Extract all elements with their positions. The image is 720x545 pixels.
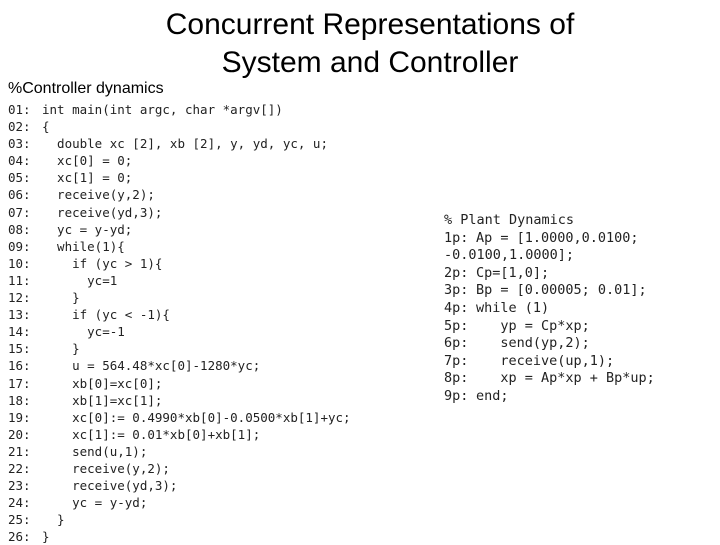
plant-code-line [444, 247, 655, 265]
line-number: 25: [8, 512, 31, 528]
controller-code-line [8, 306, 351, 323]
controller-code-line [8, 238, 351, 255]
controller-code-line [8, 221, 351, 238]
line-number: 13: [8, 307, 31, 323]
line-number: 22: [8, 460, 31, 476]
plant-code-block [444, 212, 655, 406]
line-number: 05: [8, 170, 31, 186]
line-number: 8p: [444, 370, 469, 387]
line-number: 11: [8, 272, 31, 288]
code-text: Bp = [0.00005; 0.01]; [476, 282, 647, 299]
code-text: receive(yd,3); [42, 478, 178, 494]
code-text: end; [476, 387, 509, 404]
line-number: 18: [8, 392, 31, 408]
controller-code-line [8, 443, 351, 460]
line-number: 17: [8, 375, 31, 391]
code-text: -0.0100,1.0000]; [444, 247, 575, 264]
code-text: send(u,1); [42, 443, 148, 459]
controller-code-line [8, 477, 351, 494]
line-number: 08: [8, 221, 31, 237]
plant-code-line [444, 230, 655, 248]
controller-code-line [8, 357, 351, 374]
controller-code-line [8, 511, 351, 528]
line-number: 10: [8, 255, 31, 271]
controller-code-line [8, 494, 351, 511]
code-text: xc[0] = 0; [42, 153, 133, 169]
code-text: { [42, 119, 50, 135]
controller-code-line [8, 255, 351, 272]
plant-code-line [444, 335, 655, 353]
code-text: while(1){ [42, 238, 125, 254]
code-text: } [42, 341, 80, 357]
code-text: if (yc < -1){ [42, 307, 170, 323]
controller-code-line [8, 118, 351, 135]
code-text: if (yc > 1){ [42, 255, 163, 271]
code-text: receive(yd,3); [42, 204, 163, 220]
code-text: send(yp,2); [476, 335, 590, 352]
controller-code-line [8, 528, 351, 545]
code-text: xb[1]=xc[1]; [42, 392, 163, 408]
controller-code-line [8, 409, 351, 426]
line-number: 04: [8, 153, 31, 169]
controller-code-line [8, 323, 351, 340]
code-text: int main(int argc, char *argv[]) [42, 102, 283, 117]
plant-code-line [444, 370, 655, 388]
line-number: 07: [8, 204, 31, 220]
code-text: xc[0]:= 0.4990*xb[0]-0.0500*xb[1]+yc; [42, 409, 351, 425]
plant-code-line [444, 282, 655, 300]
controller-code-line [8, 460, 351, 477]
controller-code-line [8, 426, 351, 443]
code-text: yp = Cp*xp; [476, 317, 590, 334]
code-text: xc[1] = 0; [42, 170, 133, 186]
line-number: 15: [8, 341, 31, 357]
controller-heading: %Controller dynamics [8, 80, 164, 97]
code-text: yc = y-yd; [42, 221, 133, 237]
code-text: yc=1 [42, 272, 118, 288]
line-number: 7p: [444, 352, 469, 369]
plant-code-line [444, 300, 655, 318]
line-number: 6p: [444, 335, 469, 352]
controller-code-line [8, 289, 351, 306]
code-text: } [42, 529, 50, 545]
code-text: Cp=[1,0]; [476, 264, 550, 281]
line-number: 14: [8, 324, 31, 340]
controller-code-line [8, 392, 351, 409]
controller-code-line [8, 340, 351, 357]
line-number: 21: [8, 443, 31, 459]
line-number: 9p: [444, 387, 469, 404]
title-line-2: System and Controller [221, 46, 519, 79]
line-number: 5p: [444, 317, 469, 334]
code-text: u = 564.48*xc[0]-1280*yc; [42, 358, 261, 374]
line-number: 24: [8, 495, 31, 511]
line-number: 16: [8, 358, 31, 374]
line-number: 12: [8, 290, 31, 306]
controller-code-line [8, 101, 351, 118]
controller-code-block [8, 101, 351, 545]
controller-code-line [8, 375, 351, 392]
code-text: while (1) [476, 299, 550, 316]
plant-code-line [444, 388, 655, 406]
controller-code-line [8, 186, 351, 203]
code-text: receive(y,2); [42, 460, 170, 476]
plant-code-line [444, 353, 655, 371]
code-text: xc[1]:= 0.01*xb[0]+xb[1]; [42, 426, 261, 442]
plant-code-line [444, 212, 655, 230]
line-number: 3p: [444, 282, 469, 299]
slide-title [0, 6, 720, 82]
line-number: 23: [8, 478, 31, 494]
controller-code-line [8, 152, 351, 169]
controller-code-line [8, 169, 351, 186]
code-text: xp = Ap*xp + Bp*up; [476, 370, 655, 387]
code-text: receive(up,1); [476, 352, 615, 369]
plant-code-line [444, 265, 655, 283]
code-text: yc = y-yd; [42, 495, 148, 511]
code-text: double xc [2], xb [2], y, yd, yc, u; [42, 136, 328, 152]
code-text: Ap = [1.0000,0.0100; [476, 229, 639, 246]
line-number: 20: [8, 426, 31, 442]
line-number: 1p: [444, 229, 469, 246]
code-text: yc=-1 [42, 324, 125, 340]
controller-code-line [8, 272, 351, 289]
line-number: 02: [8, 119, 31, 135]
plant-code-line [444, 318, 655, 336]
controller-code-line [8, 135, 351, 152]
line-number: 26: [8, 529, 31, 545]
code-text: } [42, 290, 80, 306]
line-number: 2p: [444, 264, 469, 281]
line-number: 06: [8, 187, 31, 203]
line-number: 01: [8, 102, 31, 117]
code-text: xb[0]=xc[0]; [42, 375, 163, 391]
code-text: } [42, 512, 65, 528]
line-number: 19: [8, 409, 31, 425]
title-line-1: Concurrent Representations of [165, 8, 575, 41]
line-number: 09: [8, 238, 31, 254]
code-text: % Plant Dynamics [444, 212, 575, 228]
code-text: receive(y,2); [42, 187, 155, 203]
line-number: 03: [8, 136, 31, 152]
controller-code-line [8, 204, 351, 221]
line-number: 4p: [444, 299, 469, 316]
